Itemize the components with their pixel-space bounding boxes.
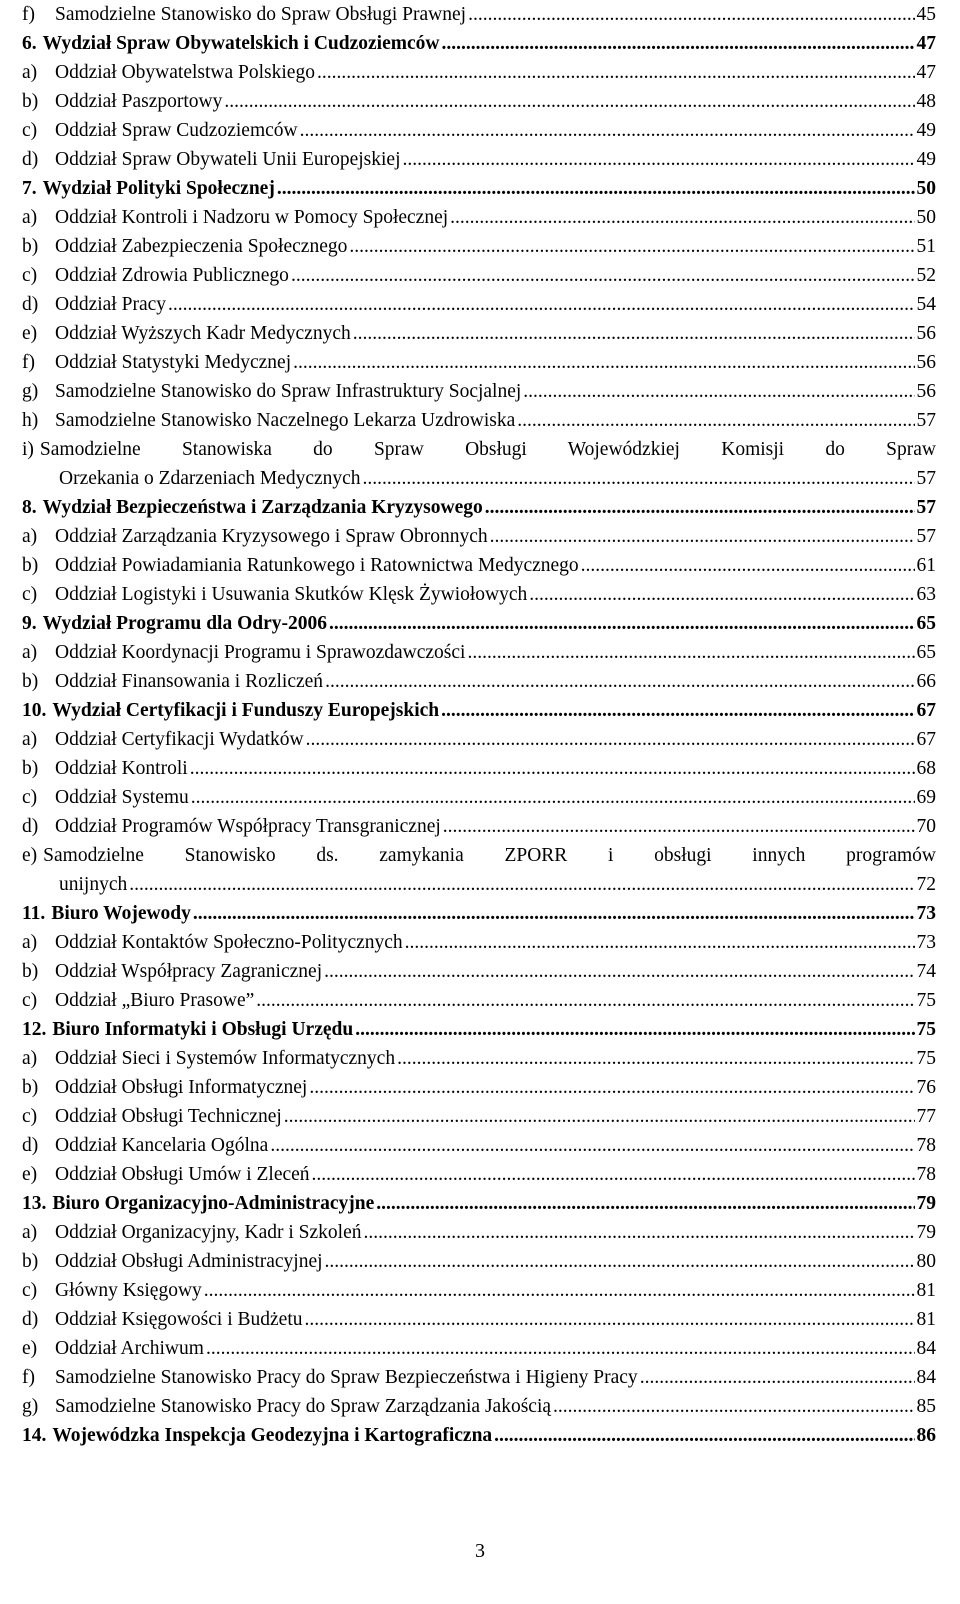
toc-dot-leader <box>324 957 914 986</box>
toc-page-number: 50 <box>916 178 936 199</box>
toc-entry-title: Wydział Programu dla Odry-2006 <box>42 613 327 634</box>
toc-dot-leader <box>450 203 914 232</box>
toc-subsection-entry <box>22 145 936 174</box>
toc-entry-number: b) <box>22 961 39 982</box>
toc-subsection-entry <box>22 1392 936 1421</box>
toc-entry-number: b) <box>22 1077 39 1098</box>
toc-entry-number: d) <box>22 816 39 837</box>
toc-entry-title: Oddział „Biuro Prasowe” <box>55 990 255 1011</box>
toc-entry-number: a) <box>22 729 38 750</box>
toc-entry-number: a) <box>22 1222 38 1243</box>
toc-page-number: 79 <box>916 1193 936 1214</box>
toc-dot-leader <box>490 522 915 551</box>
toc-entry-title: Oddział Spraw Cudzoziemców <box>55 120 298 141</box>
toc-dot-leader <box>129 870 914 899</box>
toc-section-entry <box>22 899 936 928</box>
toc-entry-number: c) <box>22 787 38 808</box>
toc-entry-title: Oddział Programów Współpracy Transgranicznej <box>55 816 441 837</box>
toc-entry-number: 7. <box>22 178 37 199</box>
toc-entry-title: Samodzielne Stanowisko do Spraw Obsługi Prawnej <box>55 4 467 25</box>
toc-section-entry <box>22 1421 936 1450</box>
toc-subsection-entry <box>22 841 936 899</box>
toc-dot-leader <box>190 754 915 783</box>
toc-entry-title: Oddział Zabezpieczenia Społecznego <box>55 236 348 257</box>
toc-entry-number: 11. <box>22 903 46 924</box>
toc-entry-number: b) <box>22 555 39 576</box>
toc-subsection-entry <box>22 58 936 87</box>
toc-section-entry <box>22 1189 936 1218</box>
toc-page-number: 84 <box>916 1338 936 1359</box>
toc-page-number: 50 <box>916 207 936 228</box>
toc-entry-number: h) <box>22 410 39 431</box>
toc-dot-leader <box>191 783 915 812</box>
toc-page-number: 56 <box>916 352 936 373</box>
toc-entry-title: Oddział Statystyki Medycznej <box>55 352 292 373</box>
toc-subsection-entry <box>22 87 936 116</box>
toc-entry-number: 6. <box>22 33 37 54</box>
toc-subsection-entry <box>22 377 936 406</box>
toc-subsection-entry <box>22 261 936 290</box>
toc-entry-number: 13. <box>22 1193 47 1214</box>
toc-entry-title: Oddział Powiadamiania Ratunkowego i Ratownictwa Medycznego <box>55 555 579 576</box>
toc-subsection-entry <box>22 957 936 986</box>
toc-page-number: 65 <box>916 642 936 663</box>
toc-dot-leader <box>312 1160 915 1189</box>
toc-entry-number: e) <box>22 1164 38 1185</box>
toc-entry-number: d) <box>22 294 39 315</box>
toc-entry-title: Wydział Polityki Społecznej <box>42 178 275 199</box>
toc-dot-leader <box>204 1276 915 1305</box>
toc-entry-title: Samodzielne Stanowisko Pracy do Spraw Zarządzania Jakością <box>55 1396 552 1417</box>
toc-page-number: 79 <box>916 1222 936 1243</box>
toc-entry-title: Oddział Księgowości i Budżetu <box>55 1309 303 1330</box>
toc-dot-leader <box>300 116 915 145</box>
toc-entry-title: Oddział Sieci i Systemów Informatycznych <box>55 1048 396 1069</box>
toc-page-number: 57 <box>916 468 936 489</box>
toc-subsection-entry <box>22 1334 936 1363</box>
toc-page-number: 84 <box>916 1367 936 1388</box>
toc-subsection-entry <box>22 1102 936 1131</box>
toc-dot-leader <box>353 319 915 348</box>
toc-subsection-entry <box>22 1276 936 1305</box>
toc-entry-title: Wojewódzka Inspekcja Geodezyjna i Kartograficzna <box>52 1425 493 1446</box>
toc-entry-title-continued: unijnych <box>59 874 128 895</box>
toc-page-number: 75 <box>916 1048 936 1069</box>
toc-entry-title: Oddział Spraw Obywateli Unii Europejskiej <box>55 149 401 170</box>
toc-subsection-entry <box>22 290 936 319</box>
toc-entry-title: Oddział Współpracy Zagranicznej <box>55 961 323 982</box>
toc-page-number: 45 <box>916 4 936 25</box>
toc-entry-title: Oddział Koordynacji Programu i Sprawozdawczości <box>55 642 466 663</box>
toc-dot-leader <box>397 1044 914 1073</box>
toc-page-number: 73 <box>916 932 936 953</box>
toc-entry-title: Oddział Zdrowia Publicznego <box>55 265 289 286</box>
toc-page-number: 56 <box>916 381 936 402</box>
toc-dot-leader <box>309 1073 914 1102</box>
toc-entry-title: Oddział Kontaktów Społeczno-Politycznych <box>55 932 403 953</box>
toc-dot-leader <box>193 899 915 928</box>
toc-page-number: 86 <box>916 1425 936 1446</box>
toc-page-number: 57 <box>916 526 936 547</box>
toc-page-number: 52 <box>916 265 936 286</box>
toc-page-number: 57 <box>916 497 936 518</box>
toc-entry-number: a) <box>22 207 38 228</box>
toc-dot-leader <box>441 696 914 725</box>
toc-dot-leader <box>256 986 914 1015</box>
toc-page-number: 57 <box>916 410 936 431</box>
toc-dot-leader <box>640 1363 915 1392</box>
toc-entry-number: a) <box>22 526 38 547</box>
toc-subsection-entry <box>22 1073 936 1102</box>
toc-dot-leader <box>517 406 914 435</box>
toc-dot-leader <box>306 725 915 754</box>
toc-dot-leader <box>529 580 914 609</box>
toc-subsection-entry <box>22 348 936 377</box>
toc-entry-title: Samodzielne Stanowiska do Spraw Obsługi Wojewódzkiej Komisji do Spraw <box>39 439 936 460</box>
toc-subsection-entry <box>22 551 936 580</box>
toc-entry-number: a) <box>22 1048 38 1069</box>
toc-dot-leader <box>293 348 914 377</box>
toc-entry-title: Oddział Obywatelstwa Polskiego <box>55 62 315 83</box>
toc-page-number: 75 <box>916 1019 936 1040</box>
toc-page-number: 73 <box>916 903 936 924</box>
toc-page-number: 70 <box>916 816 936 837</box>
toc-dot-leader <box>329 609 915 638</box>
toc-entry-title: Wydział Bezpieczeństwa i Zarządzania Kryzysowego <box>42 497 483 518</box>
toc-page-number: 51 <box>916 236 936 257</box>
toc-subsection-entry <box>22 754 936 783</box>
toc-page-number: 81 <box>916 1280 936 1301</box>
toc-section-entry <box>22 696 936 725</box>
toc-dot-leader <box>291 261 915 290</box>
toc-entry-title: Samodzielne Stanowisko do Spraw Infrastruktury Socjalnej <box>55 381 522 402</box>
toc-page-number: 47 <box>916 62 936 83</box>
toc-subsection-entry <box>22 638 936 667</box>
toc-section-entry <box>22 1015 936 1044</box>
toc-subsection-entry <box>22 667 936 696</box>
toc-page-number: 54 <box>916 294 936 315</box>
toc-entry-number: e) <box>22 323 38 344</box>
toc-page-number: 67 <box>916 729 936 750</box>
toc-entry-title: Oddział Finansowania i Rozliczeń <box>55 671 324 692</box>
toc-subsection-entry <box>22 928 936 957</box>
table-of-contents <box>22 0 936 1450</box>
toc-entry-title: Oddział Organizacyjny, Kadr i Szkoleń <box>55 1222 362 1243</box>
toc-entry-number: b) <box>22 758 39 779</box>
toc-dot-leader <box>581 551 915 580</box>
toc-entry-number: b) <box>22 671 39 692</box>
toc-section-entry <box>22 493 936 522</box>
toc-entry-title: Oddział Pracy <box>55 294 167 315</box>
toc-dot-leader <box>317 58 915 87</box>
toc-subsection-entry <box>22 435 936 493</box>
toc-section-entry <box>22 609 936 638</box>
toc-entry-number: f) <box>22 1367 35 1388</box>
toc-page-number: 75 <box>916 990 936 1011</box>
toc-entry-title: Oddział Systemu <box>55 787 189 808</box>
toc-entry-number: f) <box>22 352 35 373</box>
toc-dot-leader <box>467 638 914 667</box>
toc-entry-number: a) <box>22 932 38 953</box>
toc-entry-title: Oddział Kancelaria Ogólna <box>55 1135 269 1156</box>
toc-page-number: 78 <box>916 1135 936 1156</box>
toc-entry-title: Oddział Obsługi Technicznej <box>55 1106 282 1127</box>
toc-entry-title: Samodzielne Stanowisko Naczelnego Lekarza Uzdrowiska <box>55 410 516 431</box>
toc-subsection-entry <box>22 1305 936 1334</box>
toc-entry-title: Oddział Obsługi Umów i Zleceń <box>55 1164 310 1185</box>
toc-entry-title: Wydział Spraw Obywatelskich i Cudzoziemców <box>42 33 440 54</box>
toc-dot-leader <box>485 493 915 522</box>
toc-page-number: 61 <box>916 555 936 576</box>
toc-entry-number: c) <box>22 120 38 141</box>
toc-dot-leader <box>224 87 914 116</box>
toc-dot-leader <box>284 1102 915 1131</box>
toc-subsection-entry <box>22 580 936 609</box>
toc-dot-leader <box>305 1305 915 1334</box>
toc-entry-title: Oddział Logistyki i Usuwania Skutków Klęsk Żywiołowych <box>55 584 528 605</box>
toc-subsection-entry <box>22 1044 936 1073</box>
toc-page-number: 63 <box>916 584 936 605</box>
toc-subsection-entry <box>22 203 936 232</box>
toc-entry-title: Oddział Obsługi Informatycznej <box>55 1077 308 1098</box>
page-number: 3 <box>475 1540 485 1562</box>
toc-page-number: 68 <box>916 758 936 779</box>
toc-subsection-entry <box>22 1131 936 1160</box>
toc-entry-title: Samodzielne Stanowisko ds. zamykania ZPORR i obsługi innych programów <box>43 845 936 866</box>
toc-dot-leader <box>441 29 914 58</box>
toc-entry-title-continued: Orzekania o Zdarzeniach Medycznych <box>59 468 361 489</box>
toc-entry-number: c) <box>22 584 38 605</box>
toc-subsection-entry <box>22 1363 936 1392</box>
toc-entry-number: b) <box>22 1251 39 1272</box>
toc-entry-number: d) <box>22 1135 39 1156</box>
toc-page-number: 77 <box>916 1106 936 1127</box>
toc-entry-number: 9. <box>22 613 37 634</box>
toc-page-number: 72 <box>916 874 936 895</box>
toc-dot-leader <box>494 1421 914 1450</box>
toc-subsection-entry <box>22 783 936 812</box>
toc-page-number: 78 <box>916 1164 936 1185</box>
toc-subsection-entry <box>22 1160 936 1189</box>
toc-page-number: 69 <box>916 787 936 808</box>
toc-subsection-entry <box>22 522 936 551</box>
toc-section-entry <box>22 29 936 58</box>
toc-entry-number: e) <box>22 1338 38 1359</box>
toc-entry-number: e) <box>22 845 38 866</box>
toc-page-number: 67 <box>916 700 936 721</box>
toc-page-number: 74 <box>916 961 936 982</box>
toc-entry-number: 10. <box>22 700 47 721</box>
toc-page-number: 85 <box>916 1396 936 1417</box>
toc-page-number: 56 <box>916 323 936 344</box>
toc-dot-leader <box>325 1247 915 1276</box>
toc-dot-leader <box>405 928 915 957</box>
toc-entry-number: b) <box>22 236 39 257</box>
toc-entry-number: c) <box>22 990 38 1011</box>
toc-page-number: 81 <box>916 1309 936 1330</box>
toc-page-number: 47 <box>916 33 936 54</box>
toc-entry-title: Wydział Certyfikacji i Funduszy Europejskich <box>52 700 440 721</box>
toc-entry-number: c) <box>22 1106 38 1127</box>
toc-page-number: 65 <box>916 613 936 634</box>
toc-page-number: 66 <box>916 671 936 692</box>
toc-subsection-entry <box>22 1247 936 1276</box>
toc-page-number: 80 <box>916 1251 936 1272</box>
toc-page-number: 48 <box>916 91 936 112</box>
toc-subsection-entry <box>22 406 936 435</box>
toc-dot-leader <box>168 290 914 319</box>
toc-entry-title: Oddział Zarządzania Kryzysowego i Spraw Obronnych <box>55 526 488 547</box>
toc-dot-leader <box>206 1334 915 1363</box>
toc-entry-number: 8. <box>22 497 37 518</box>
toc-subsection-entry <box>22 1218 936 1247</box>
toc-entry-number: 14. <box>22 1425 47 1446</box>
toc-entry-title: Biuro Wojewody <box>51 903 191 924</box>
toc-entry-number: c) <box>22 265 38 286</box>
toc-entry-title: Biuro Informatyki i Obsługi Urzędu <box>52 1019 354 1040</box>
toc-entry-number: f) <box>22 4 35 25</box>
toc-entry-title: Główny Księgowy <box>55 1280 202 1301</box>
toc-dot-leader <box>270 1131 914 1160</box>
toc-dot-leader <box>349 232 914 261</box>
toc-entry-number: d) <box>22 1309 39 1330</box>
toc-entry-number: i) <box>22 439 34 460</box>
toc-entry-title: Oddział Certyfikacji Wydatków <box>55 729 304 750</box>
toc-entry-number: a) <box>22 642 38 663</box>
toc-subsection-entry <box>22 812 936 841</box>
toc-dot-leader <box>376 1189 914 1218</box>
toc-dot-leader <box>468 0 914 29</box>
toc-entry-title: Oddział Paszportowy <box>55 91 223 112</box>
toc-dot-leader <box>523 377 914 406</box>
toc-entry-title: Oddział Wyższych Kadr Medycznych <box>55 323 351 344</box>
toc-dot-leader <box>355 1015 914 1044</box>
toc-subsection-entry <box>22 319 936 348</box>
toc-subsection-entry <box>22 986 936 1015</box>
toc-subsection-entry <box>22 232 936 261</box>
toc-entry-title: Oddział Kontroli <box>55 758 188 779</box>
toc-page-number: 76 <box>916 1077 936 1098</box>
toc-entry-number: g) <box>22 1396 39 1417</box>
toc-entry-title: Oddział Archiwum <box>55 1338 204 1359</box>
toc-dot-leader <box>443 812 915 841</box>
toc-entry-number: c) <box>22 1280 38 1301</box>
toc-dot-leader <box>325 667 914 696</box>
toc-entry-title: Biuro Organizacyjno-Administracyjne <box>52 1193 375 1214</box>
toc-entry-title: Oddział Obsługi Administracyjnej <box>55 1251 323 1272</box>
toc-dot-leader <box>364 1218 915 1247</box>
toc-dot-leader <box>363 464 915 493</box>
toc-entry-title: Oddział Kontroli i Nadzoru w Pomocy Społecznej <box>55 207 449 228</box>
toc-dot-leader <box>277 174 915 203</box>
toc-entry-number: g) <box>22 381 39 402</box>
toc-dot-leader <box>553 1392 914 1421</box>
toc-subsection-entry <box>22 725 936 754</box>
toc-entry-number: d) <box>22 149 39 170</box>
toc-entry-number: a) <box>22 62 38 83</box>
toc-subsection-entry <box>22 0 936 29</box>
toc-page-number: 49 <box>916 120 936 141</box>
toc-entry-title: Samodzielne Stanowisko Pracy do Spraw Bezpieczeństwa i Higieny Pracy <box>55 1367 638 1388</box>
toc-subsection-entry <box>22 116 936 145</box>
toc-entry-number: 12. <box>22 1019 47 1040</box>
toc-entry-number: b) <box>22 91 39 112</box>
toc-page-number: 49 <box>916 149 936 170</box>
toc-dot-leader <box>403 145 915 174</box>
toc-section-entry <box>22 174 936 203</box>
